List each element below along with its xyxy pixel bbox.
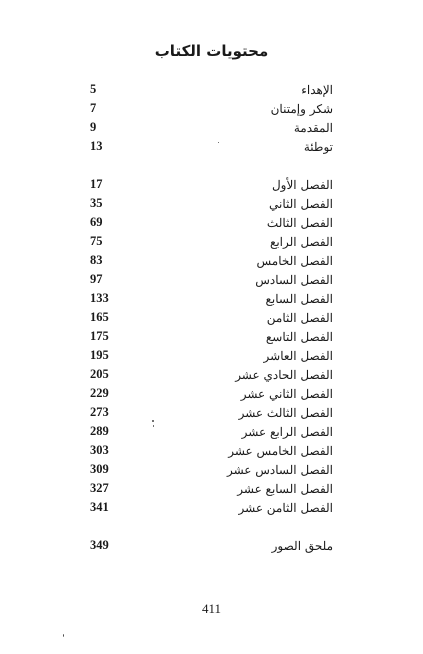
toc-entry-label: الفصل الخامس (256, 253, 333, 268)
toc-entry-page: 9 (90, 120, 97, 134)
toc-entry-page: 309 (90, 462, 109, 476)
toc-entry-page: 75 (90, 234, 103, 248)
toc-entry-chapter (90, 251, 333, 270)
toc-entry-page: 327 (90, 481, 109, 495)
toc-entry-chapter (90, 194, 333, 213)
table-of-contents (90, 0, 333, 654)
toc-entry-chapter (90, 498, 333, 517)
toc-entry-label: الفصل الخامس عشر (228, 443, 333, 458)
toc-entry-label: الفصل السابع (265, 291, 333, 306)
toc-entry-chapter (90, 422, 333, 441)
toc-entry-dedication (90, 80, 333, 99)
toc-entry-introduction (90, 118, 333, 137)
toc-entry-label: الفصل السابع عشر (237, 481, 333, 496)
toc-entry-label: الفصل الرابع (269, 234, 333, 249)
toc-entry-label: الفصل التاسع (265, 329, 333, 344)
toc-entry-chapter (90, 270, 333, 289)
toc-entry-label: الفصل الأول (271, 177, 333, 192)
toc-entry-chapter (90, 213, 333, 232)
toc-entry-page: 289 (90, 424, 109, 438)
toc-entry-page: 175 (90, 329, 109, 343)
toc-entry-label: ملحق الصور (271, 538, 333, 553)
toc-entry-page: 273 (90, 405, 109, 419)
toc-entry-page: 165 (90, 310, 109, 324)
scan-speck (63, 634, 64, 637)
toc-entry-page: 303 (90, 443, 109, 457)
toc-entry-page: 13 (90, 139, 103, 153)
toc-entry-page: 17 (90, 177, 103, 191)
toc-entry-label: الإهداء (301, 82, 333, 97)
toc-entry-chapter (90, 289, 333, 308)
toc-entry-page: 133 (90, 291, 109, 305)
toc-entry-page: 83 (90, 253, 103, 267)
toc-entry-chapter (90, 460, 333, 479)
toc-entry-label: الفصل الثالث (266, 215, 333, 230)
toc-entry-page: 229 (90, 386, 109, 400)
toc-entry-label: شكر وإمتنان (270, 101, 333, 116)
toc-entry-chapter (90, 175, 333, 194)
toc-entry-label: الفصل السادس (255, 272, 333, 287)
toc-entry-page: 341 (90, 500, 109, 514)
toc-entry-page: 35 (90, 196, 103, 210)
toc-entry-label: الفصل العاشر (263, 348, 333, 363)
toc-entry-page: 195 (90, 348, 109, 362)
toc-entry-label: الفصل الثامن (266, 310, 333, 325)
toc-entry-page: 205 (90, 367, 109, 381)
toc-entry-chapter (90, 365, 333, 384)
toc-entry-chapter (90, 384, 333, 403)
toc-entry-label: المقدمة (293, 120, 333, 135)
toc-entry-page: 97 (90, 272, 103, 286)
scan-speck (218, 142, 219, 143)
toc-entry-preface (90, 137, 333, 156)
toc-entry-label: الفصل السادس عشر (226, 462, 333, 477)
toc-entry-label: الفصل الرابع عشر (241, 424, 333, 439)
toc-entry-label: الفصل الحادي عشر (235, 367, 333, 382)
toc-entry-acknowledgements (90, 99, 333, 118)
toc-entry-chapter (90, 327, 333, 346)
toc-entry-chapter (90, 346, 333, 365)
toc-entry-chapter (90, 479, 333, 498)
toc-entry-label: الفصل الثاني (269, 196, 333, 211)
toc-entry-page: 69 (90, 215, 103, 229)
toc-entry-page: 7 (90, 101, 97, 115)
scan-speck (153, 425, 154, 427)
toc-entry-chapter (90, 232, 333, 251)
toc-entry-label: توطئة (303, 139, 333, 154)
toc-entry-label: الفصل الثاني عشر (240, 386, 333, 401)
toc-entry-appendix (90, 536, 333, 555)
toc-title: محتويات الكتاب (154, 42, 269, 60)
toc-entry-label: الفصل الثالث عشر (238, 405, 333, 420)
page-number: 411 (201, 601, 222, 616)
toc-entry-page: 349 (90, 538, 109, 552)
toc-entry-page: 5 (90, 82, 97, 96)
toc-entry-chapter (90, 403, 333, 422)
toc-entry-chapter (90, 441, 333, 460)
toc-entry-label: الفصل الثامن عشر (238, 500, 333, 515)
toc-entry-chapter (90, 308, 333, 327)
scan-speck (152, 420, 154, 422)
